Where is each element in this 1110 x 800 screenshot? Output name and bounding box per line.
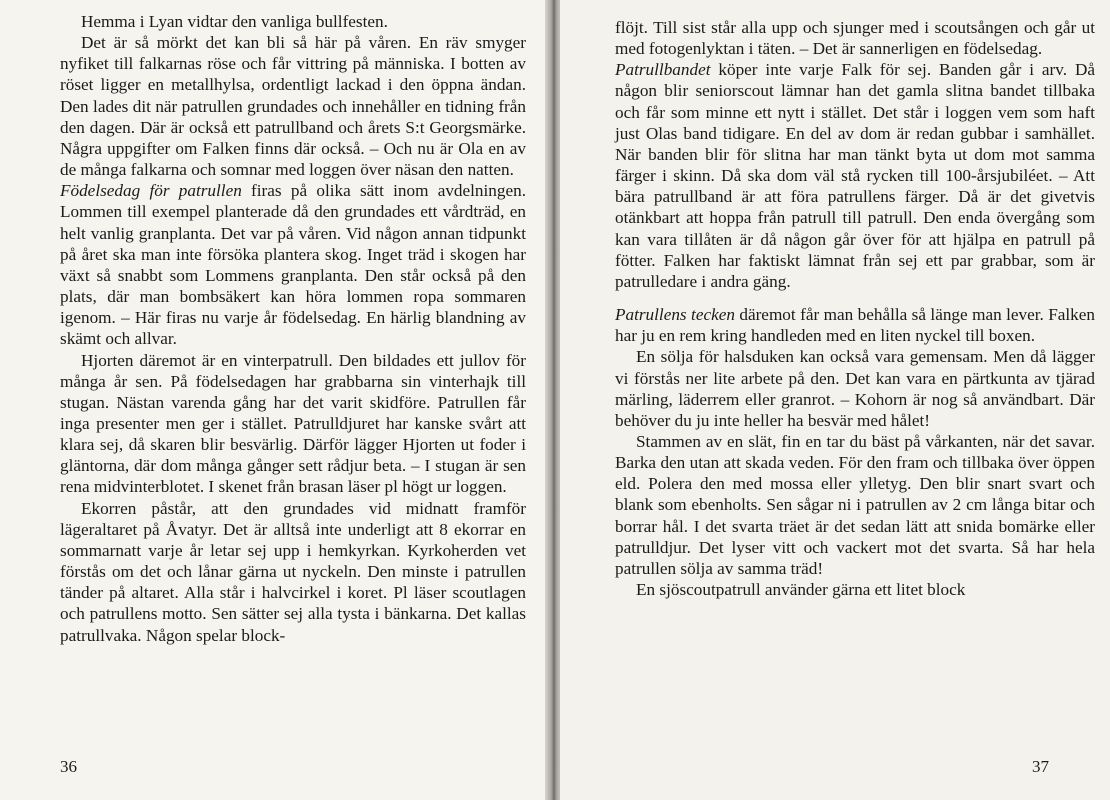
paragraph-lead: Födelsedag för patrullen (60, 181, 242, 201)
paragraph: Hjorten däremot är en vinterpatrull. Den bildades ett jullov för många år sen. På födelsedagen har grabbarna sin vinterhajk till stugan. Nästan varenda gång har det varit skidföre. Patrullen får inga presenter men ger i stället. Patrulldjuret har kanske svårt att klara sej, då skaren blir besvärlig. Därför lägger Hjorten ut foder i gläntorna, där dom många gånger sett rådjur beta. – I stugan är sen rena midvinterblotet. I skenet från brasan läser pl högt ur loggen. (60, 350, 526, 497)
paragraph: Det är så mörkt det kan bli så här på våren. En räv smyger nyfiket till falkarnas röse och får vittring på människa. I botten av röset ligger en metallhylsa, ordentligt lackad i den öppna ändan. Den lades dit när patrullen grundades och innehåller en tidning från den dagen. Där är också ett patrullband och årets S:t Georgsmärke. Några uppgifter om Falken finns där också. – Och nu är Ola en av de många falkarna och somnar med loggen över näsan den natten. (60, 33, 526, 180)
right-page (560, 0, 1110, 800)
paragraph-patrullbandet: Patrullbandet köper inte varje Falk för sej. Banden går i arv. Då någon blir seniorscout lämnar han det gamla slitna bandet tillbaka och får som minne ett nytt i stället. Det står i loggen vem som haft just Olas band tidigare. En del av dom är redan gubbar i samhället. När banden blir för slitna har man tänkt byta ut dom mot samma färger i skinn. Då ska dom väl stå rycken till 100-årsjubiléet. – Att bära patrullband är att föra patrullens färger. Då är det givetvis otänkbart att hoppa från patrull till patrull. Den enda övergång som kan vara tillåten är då någon går över för att hjälpa en patrull på fötter. Falken har faktiskt lämnat från sej ett par grabbar, som är patrulledare i andra gäng. (615, 60, 1095, 291)
paragraph-patrullens-tecken: Patrullens tecken däremot får man behålla så länge man lever. Falken har ju en rem kring handleden med en liten nyckel till boxen. (615, 305, 1095, 346)
left-page (0, 0, 548, 800)
paragraph: Hemma i Lyan vidtar den vanliga bullfesten. (81, 12, 388, 31)
paragraph: En sölja för halsduken kan också vara gemensam. Men då lägger vi förstås ner lite arbete på den. Det kan vara en pärtkunta av tjärad märling, läderrem eller granrot. – Kohorn är nog så användbart. Där behöver du ju inte heller ha besvär med hålet! (615, 347, 1095, 430)
paragraph: flöjt. Till sist står alla upp och sjunger med i scoutsången och går ut med fotogenlyktan i täten. – Det är sannerligen en födelsedag. (615, 18, 1095, 59)
paragraph: Stammen av en slät, fin en tar du bäst på vårkanten, när det savar. Barka den utan att skada veden. För den fram och tillbaka över öppen eld. Polera den med mossa eller ylletyg. Den blir snart svart och blank som ebenholts. Sen sågar ni i patrullen av 2 cm långa bitar och borrar hål. I det svarta träet är det sedan lätt att snida bomärke eller patrulldjur. Det lyser vitt och vackert mot det svarta. Så har hela patrullen sölja av samma träd! (615, 431, 1095, 578)
page-number-right: 37 (1032, 757, 1049, 776)
paragraph-foedelsedag: Födelsedag för patrullen firas på olika sätt inom avdelningen. Lommen till exempel planterade då den grundades ett vårdträd, en helt vanlig granplanta. Det var på våren. Vid någon annan tidpunkt på året ska man inte försöka plantera skog. Inget träd i skogen har växt så snabbt som Lommens granplanta. Den står också på den plats, där man bombsäkert kan höra lommen ropa sommaren igenom. – Här firas nu varje år födelsedag. En härlig blandning av skämt och allvar. (60, 181, 527, 349)
paragraph-lead: Patrullens tecken (615, 305, 735, 325)
page-number-left: 36 (60, 757, 77, 776)
paragraph: En sjöscoutpatrull använder gärna ett litet block (636, 580, 966, 600)
left-page-text (60, 11, 526, 646)
right-page-text (615, 17, 1095, 600)
paragraph: Ekorren påstår, att den grundades vid midnatt framför lägeraltaret på Åvatyr. Det är alltså inte underligt att 8 ekorrar en sommarnatt varje år letar sej upp i hemkyrkan. Kyrkoherden vet förstås om det och lånar gärna ut nyckeln. Den minste i patrullen tänder på altaret. Alla står i halvcirkel i koret. Pl läser scoutlagen och patrullens motto. Sen sätter sej alla tysta i bänkarna. Det kallas patrullvaka. Någon spelar block- (60, 498, 526, 645)
paragraph-lead: Patrullbandet (615, 60, 711, 80)
